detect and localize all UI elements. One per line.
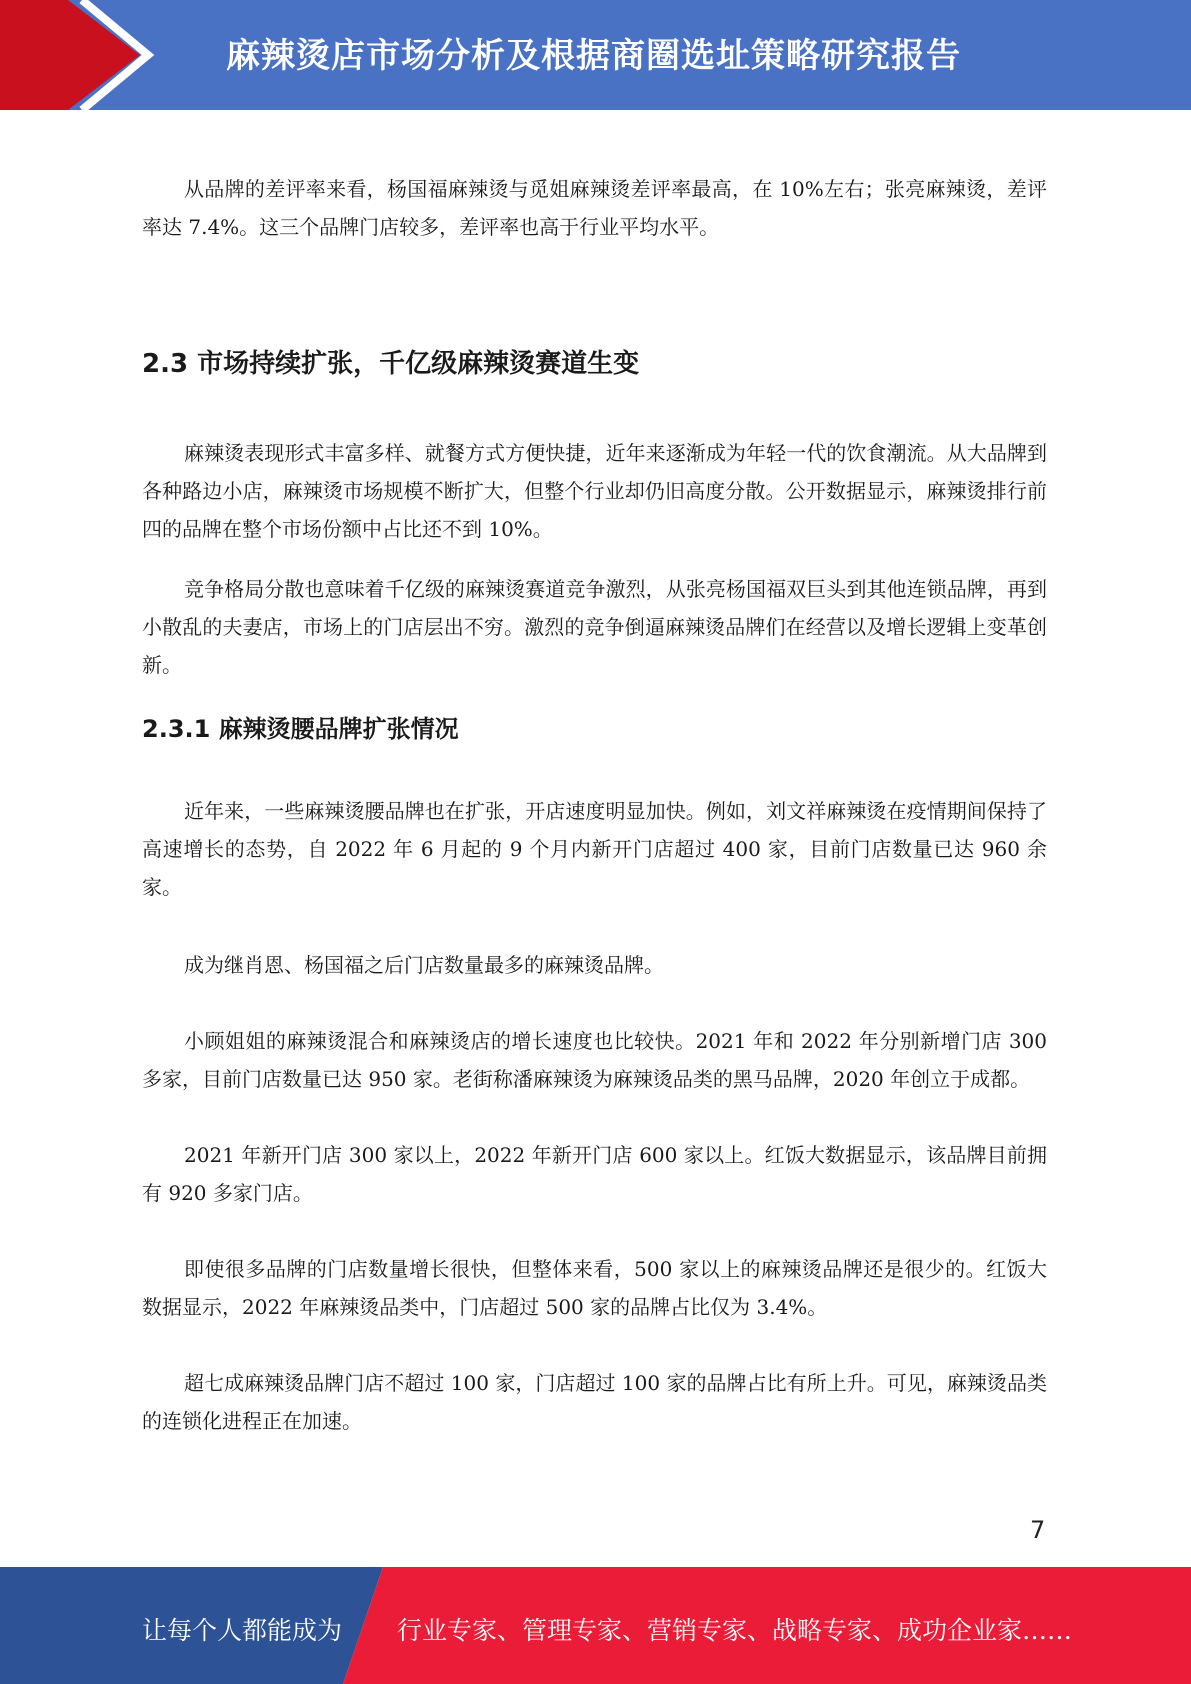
paragraph-brand-rank: 成为继肖恩、杨国福之后门店数量最多的麻辣烫品牌。 bbox=[184, 953, 664, 977]
section-heading-2-3-1: 2.3.1 麻辣烫腰品牌扩张情况 bbox=[142, 715, 459, 743]
document-body bbox=[142, 170, 1047, 1440]
paragraph-new-stores: 2021 年新开门店 300 家以上，2022 年新开门店 600 家以上。红饭大数据显示，该品牌目前拥有 920 多家门店。 bbox=[142, 1143, 1047, 1205]
paragraph-500-brands: 即使很多品牌的门店数量增长很快，但整体来看，500 家以上的麻辣烫品牌还是很少的。红饭大数据显示，2022 年麻辣烫品类中，门店超过 500 家的品牌占比仅为 3.4%。 bbox=[142, 1257, 1047, 1319]
paragraph-competition: 竞争格局分散也意味着千亿级的麻辣烫赛道竞争激烈，从张亮杨国福双巨头到其他连锁品牌，再到小散乱的夫妻店，市场上的门店层出不穷。激烈的竞争倒逼麻辣烫品牌们在经营以及增长逻辑上变革创新。 bbox=[142, 577, 1047, 677]
paragraph-bad-review-rate: 从品牌的差评率来看，杨国福麻辣烫与觅姐麻辣烫差评率最高，在 10%左右；张亮麻辣烫，差评率达 7.4%。这三个品牌门店较多，差评率也高于行业平均水平。 bbox=[142, 177, 1047, 239]
footer-slogan-left: 让每个人都能成为 bbox=[142, 1616, 343, 1645]
page-number: 7 bbox=[1030, 1516, 1046, 1544]
paragraph-xiaogu-growth: 小顾姐姐的麻辣烫混合和麻辣烫店的增长速度也比较快。2021 年和 2022 年分别新增门店 300 多家，目前门店数量已达 950 家。老街称潘麻辣烫为麻辣烫品类的黑马品牌，2020 年创立于成都。 bbox=[142, 1029, 1047, 1091]
header-banner bbox=[0, 0, 1191, 110]
footer-banner bbox=[0, 1567, 1191, 1684]
paragraph-market-overview: 麻辣烫表现形式丰富多样、就餐方式方便快捷，近年来逐渐成为年轻一代的饮食潮流。从大品牌到各种路边小店，麻辣烫市场规模不断扩大，但整个行业却仍旧高度分散。公开数据显示，麻辣烫排行前四的品牌在整个市场份额中占比还不到 10%。 bbox=[142, 441, 1047, 541]
document-title: 麻辣烫店市场分析及根据商圈选址策略研究报告 bbox=[226, 36, 961, 76]
footer-slogan-right: 行业专家、管理专家、营销专家、战略专家、成功企业家…… bbox=[397, 1616, 1073, 1645]
paragraph-chain-trend: 超七成麻辣烫品牌门店不超过 100 家，门店超过 100 家的品牌占比有所上升。可见，麻辣烫品类的连锁化进程正在加速。 bbox=[142, 1371, 1047, 1433]
header-red-arrow bbox=[0, 0, 140, 110]
section-heading-2-3: 2.3 市场持续扩张，千亿级麻辣烫赛道生变 bbox=[142, 349, 640, 379]
header-arrow-decoration bbox=[0, 0, 160, 110]
paragraph-waist-brand-expansion: 近年来，一些麻辣烫腰品牌也在扩张，开店速度明显加快。例如，刘文祥麻辣烫在疫情期间保持了高速增长的态势，自 2022 年 6 月起的 9 个月内新开门店超过 400 家，目前门店数量已达 960 余家。 bbox=[142, 799, 1047, 899]
